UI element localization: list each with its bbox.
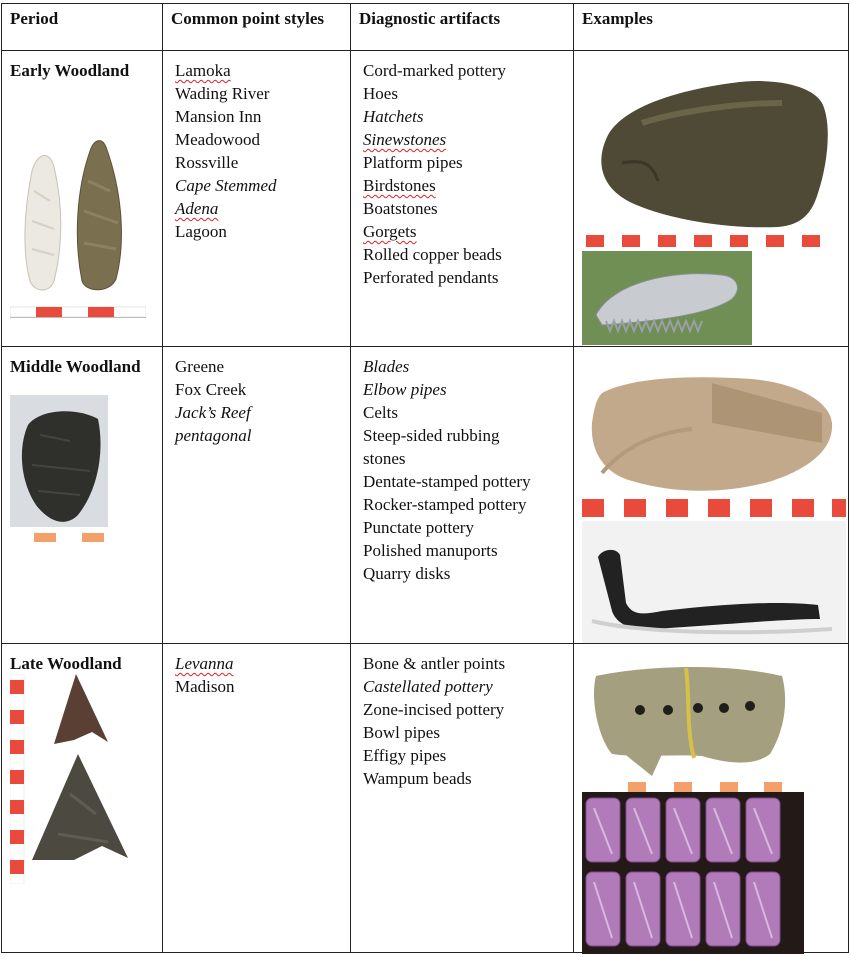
list-item-text: Dentate-stamped pottery <box>363 472 531 491</box>
list-item-text: Lamoka <box>175 61 231 80</box>
list-item-text: Gorgets <box>363 222 417 241</box>
examples-cell <box>574 644 849 953</box>
list-item-text: Cape Stemmed <box>175 176 277 195</box>
woodland-periods-table <box>1 3 849 953</box>
list-item-text: Bone & antler points <box>363 654 506 673</box>
list-item-text: Cord-marked pottery <box>363 61 507 80</box>
diagnostic-artifacts-list <box>351 51 573 289</box>
list-item <box>175 197 342 220</box>
point-styles-cell <box>163 347 351 644</box>
list-item-text: Punctate pottery <box>363 518 474 537</box>
list-item <box>363 220 565 243</box>
list-item <box>175 424 342 447</box>
list-item-text: stones <box>363 449 406 468</box>
list-item <box>363 266 565 289</box>
list-item <box>363 470 565 493</box>
list-item-text: Zone-incised pottery <box>363 700 505 719</box>
period-cell <box>2 347 163 644</box>
list-item <box>175 105 342 128</box>
point-styles-list <box>163 644 350 698</box>
list-item <box>175 82 342 105</box>
list-item <box>363 151 565 174</box>
list-item <box>363 721 565 744</box>
period-label: Middle Woodland <box>10 357 141 376</box>
list-item-text: Effigy pipes <box>363 746 447 765</box>
list-item-text: Bowl pipes <box>363 723 440 742</box>
list-item-text: Rolled copper beads <box>363 245 502 264</box>
header-diagnostic-artifacts: Diagnostic artifacts <box>351 4 574 51</box>
list-item <box>363 698 565 721</box>
late-woodland-points-image <box>10 674 140 884</box>
list-item <box>363 82 565 105</box>
list-item-text: Celts <box>363 403 398 422</box>
point-styles-list <box>163 51 350 243</box>
list-item <box>175 220 342 243</box>
list-item <box>363 105 565 128</box>
diagnostic-artifacts-list <box>351 347 573 585</box>
middle-woodland-examples-image <box>582 353 846 643</box>
period-cell <box>2 51 163 347</box>
list-item-text: Steep-sided rubbing <box>363 426 500 445</box>
list-item-text: Greene <box>175 357 225 376</box>
header-point-styles: Common point styles <box>163 4 351 51</box>
late-woodland-examples-image <box>582 658 812 954</box>
period-label: Late Woodland <box>10 654 122 673</box>
header-row <box>2 4 849 51</box>
list-item <box>363 59 565 82</box>
list-item-text: Lagoon <box>175 222 227 241</box>
list-item <box>175 401 342 424</box>
list-item-text: Platform pipes <box>363 153 463 172</box>
list-item-text: Rossville <box>175 153 239 172</box>
list-item <box>363 355 565 378</box>
list-item-text: Perforated pendants <box>363 268 499 287</box>
list-item-text: Meadowood <box>175 130 260 149</box>
list-item <box>363 197 565 220</box>
list-item <box>175 355 342 378</box>
list-item <box>175 378 342 401</box>
list-item-text: Polished manuports <box>363 541 498 560</box>
list-item <box>363 562 565 585</box>
list-item-text: Hatchets <box>363 107 424 126</box>
list-item-text: Madison <box>175 677 235 696</box>
list-item-text: Sinewstones <box>363 130 447 149</box>
list-item-text: Birdstones <box>363 176 436 195</box>
period-label: Early Woodland <box>10 61 130 80</box>
list-item-text: Jack’s Reef <box>175 403 251 422</box>
list-item <box>363 447 565 470</box>
diagnostic-artifacts-cell <box>351 347 574 644</box>
point-styles-cell <box>163 51 351 347</box>
list-item <box>175 174 342 197</box>
point-styles-list <box>163 347 350 447</box>
list-item <box>363 424 565 447</box>
list-item-text: Blades <box>363 357 410 376</box>
examples-cell <box>574 347 849 644</box>
list-item-text: Fox Creek <box>175 380 247 399</box>
list-item <box>363 378 565 401</box>
table-row <box>2 51 849 347</box>
middle-woodland-point-image <box>10 395 110 543</box>
point-styles-cell <box>163 644 351 953</box>
list-item <box>363 516 565 539</box>
list-item-text: Elbow pipes <box>363 380 447 399</box>
header-period: Period <box>2 4 163 51</box>
early-woodland-examples-image <box>582 63 844 345</box>
list-item-text: pentagonal <box>175 426 252 445</box>
list-item <box>363 539 565 562</box>
early-woodland-points-image <box>10 131 146 321</box>
list-item <box>175 151 342 174</box>
list-item-text: Mansion Inn <box>175 107 262 126</box>
list-item <box>175 128 342 151</box>
list-item-text: Castellated pottery <box>363 677 493 696</box>
list-item <box>175 675 342 698</box>
list-item <box>175 59 342 82</box>
diagnostic-artifacts-list <box>351 644 573 790</box>
list-item-text: Boatstones <box>363 199 438 218</box>
list-item-text: Adena <box>175 199 219 218</box>
list-item-text: Wampum beads <box>363 769 472 788</box>
table-row <box>2 644 849 953</box>
diagnostic-artifacts-cell <box>351 644 574 953</box>
period-cell <box>2 644 163 953</box>
list-item-text: Levanna <box>175 654 234 673</box>
list-item <box>363 744 565 767</box>
list-item <box>363 675 565 698</box>
list-item <box>363 767 565 790</box>
list-item <box>363 401 565 424</box>
list-item <box>363 174 565 197</box>
examples-cell <box>574 51 849 347</box>
list-item <box>363 243 565 266</box>
list-item-text: Quarry disks <box>363 564 451 583</box>
list-item-text: Rocker-stamped pottery <box>363 495 527 514</box>
header-examples: Examples <box>574 4 849 51</box>
list-item <box>363 652 565 675</box>
table-row <box>2 347 849 644</box>
list-item-text: Wading River <box>175 84 270 103</box>
list-item <box>363 493 565 516</box>
list-item <box>363 128 565 151</box>
diagnostic-artifacts-cell <box>351 51 574 347</box>
list-item-text: Hoes <box>363 84 398 103</box>
list-item <box>175 652 342 675</box>
